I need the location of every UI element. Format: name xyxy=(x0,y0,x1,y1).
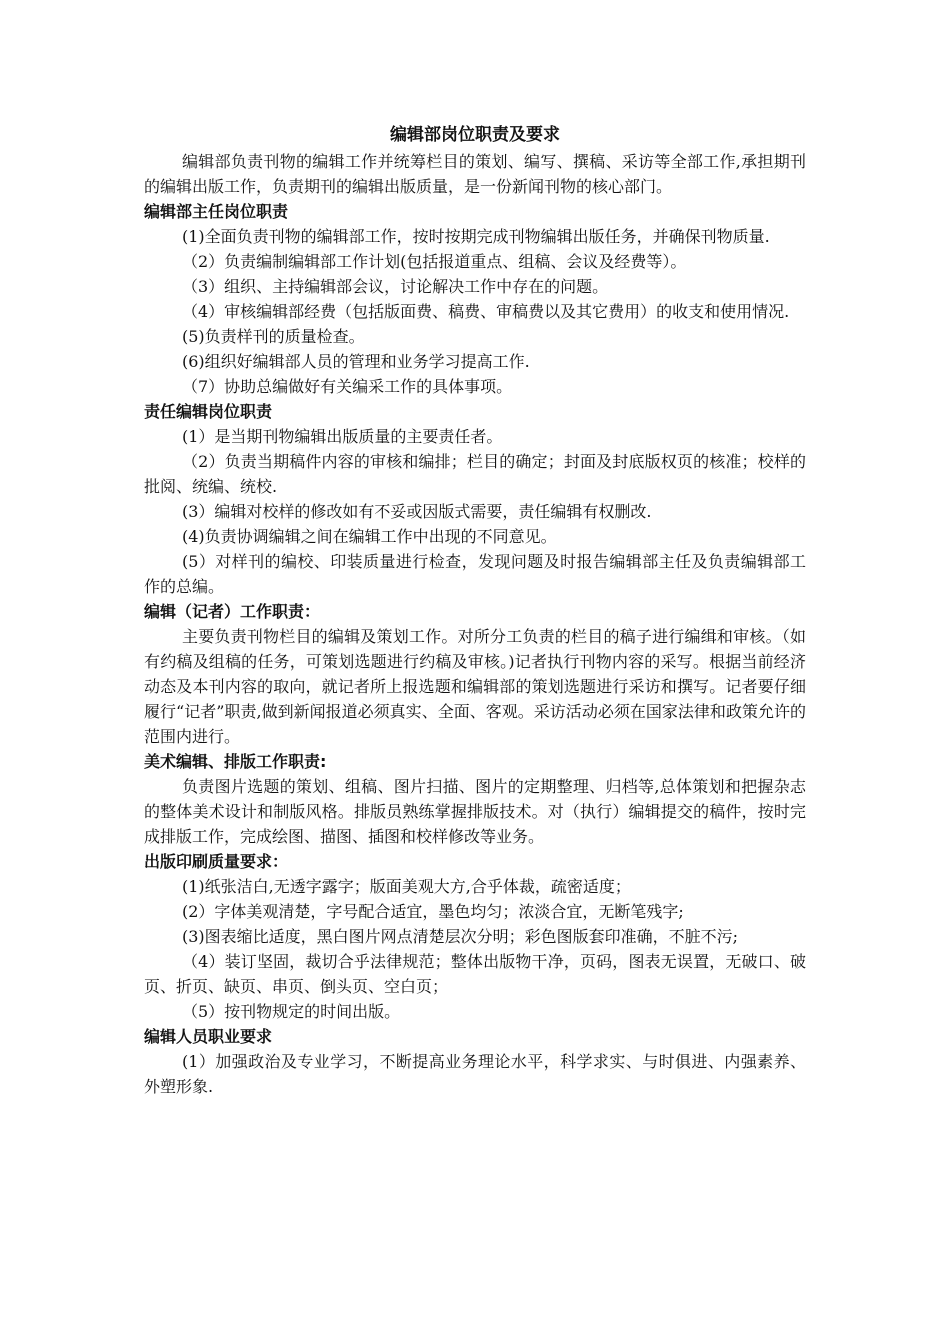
requirement-item: （5）按刊物规定的时间出版。 xyxy=(182,1002,401,1021)
duty-item: （3）组织、主持编辑部会议，讨论解决工作中存在的问题。 xyxy=(182,277,609,296)
section-heading: 责任编辑岗位职责 xyxy=(144,402,273,421)
section-heading: 编辑人员职业要求 xyxy=(144,1027,273,1046)
duty-item: （2）负责编制编辑部工作计划(包括报道重点、组稿、会议及经费等）。 xyxy=(182,252,687,271)
document-title: 编辑部岗位职责及要求 xyxy=(390,125,560,145)
duty-paragraph: 主要负责刊物栏目的编辑及策划工作。对所分工负责的栏目的稿子进行编缉和审核。（如有约稿及组稿的任务，可策划选题进行约稿及审核。)记者执行刊物内容的采写。根据当前经济动态及本刊内容的取向，就记者所上报选题和编辑部的策划选题进行采访和撰写。记者要仔细履行“记者”职责,做到新闻报道必须真实、全面、客观。采访活动必须在国家法律和政策允许的范围内进行。 xyxy=(144,627,806,746)
duty-item: (1）是当期刊物编辑出版质量的主要责任者。 xyxy=(182,427,503,446)
section-heading: 编辑部主任岗位职责 xyxy=(144,202,289,221)
section-heading: 编辑（记者）工作职责： xyxy=(144,602,321,621)
document-body xyxy=(144,123,806,1099)
duty-item: (1)全面负责刊物的编辑部工作，按时按期完成刊物编辑出版任务，并确保刊物质量. xyxy=(182,227,770,246)
requirement-item: (3)图表缩比适度，黑白图片网点清楚层次分明；彩色图版套印准确，不脏不污; xyxy=(182,927,739,946)
duty-item: （4）审核编辑部经费（包括版面费、稿费、审稿费以及其它费用）的收支和使用情况. xyxy=(182,302,790,321)
duty-item: (6)组织好编辑部人员的管理和业务学习提高工作. xyxy=(182,352,530,371)
section-heading: 出版印刷质量要求： xyxy=(144,852,289,871)
duty-item: (4)负责协调编辑之间在编辑工作中出现的不同意见。 xyxy=(182,527,557,546)
intro-paragraph: 编辑部负责刊物的编辑工作并统筹栏目的策划、编写、撰稿、采访等全部工作,承担期刊的编辑出版工作，负责期刊的编辑出版质量，是一份新闻刊物的核心部门。 xyxy=(144,152,806,196)
duty-item: (5)负责样刊的质量检查。 xyxy=(182,327,365,346)
duty-item: (5）对样刊的编校、印装质量进行检查，发现问题及时报告编辑部主任及负责编辑部工作的总编。 xyxy=(144,552,806,596)
section-heading: 美术编辑、排版工作职责: xyxy=(144,752,327,771)
requirement-item: （4）装订坚固，裁切合乎法律规范；整体出版物干净，页码，图表无误置，无破口、破页、折页、缺页、串页、倒头页、空白页； xyxy=(144,952,806,996)
duty-item: (3）编辑对校样的修改如有不妥或因版式需要，责任编辑有权删改. xyxy=(182,502,652,521)
requirement-item: (1)纸张洁白,无透字露字；版面美观大方,合乎体裁，疏密适度； xyxy=(182,877,631,896)
requirement-item: (2）字体美观清楚，字号配合适宜，墨色均匀；浓淡合宜，无断笔残字; xyxy=(182,902,684,921)
duty-item: （2）负责当期稿件内容的审核和编排；栏目的确定；封面及封底版权页的核准；校样的批阅、统编、统校. xyxy=(144,452,806,496)
requirement-item: (1）加强政治及专业学习，不断提高业务理论水平，科学求实、与时俱进、内强素养、外塑形象. xyxy=(144,1052,806,1096)
duty-paragraph: 负责图片选题的策划、组稿、图片扫描、图片的定期整理、归档等,总体策划和把握杂志的整体美术设计和制版风格。排版员熟练掌握排版技术。对（执行）编辑提交的稿件，按时完成排版工作，完成绘图、描图、插图和校样修改等业务。 xyxy=(144,777,806,846)
duty-item: （7）协助总编做好有关编采工作的具体事项。 xyxy=(182,377,513,396)
